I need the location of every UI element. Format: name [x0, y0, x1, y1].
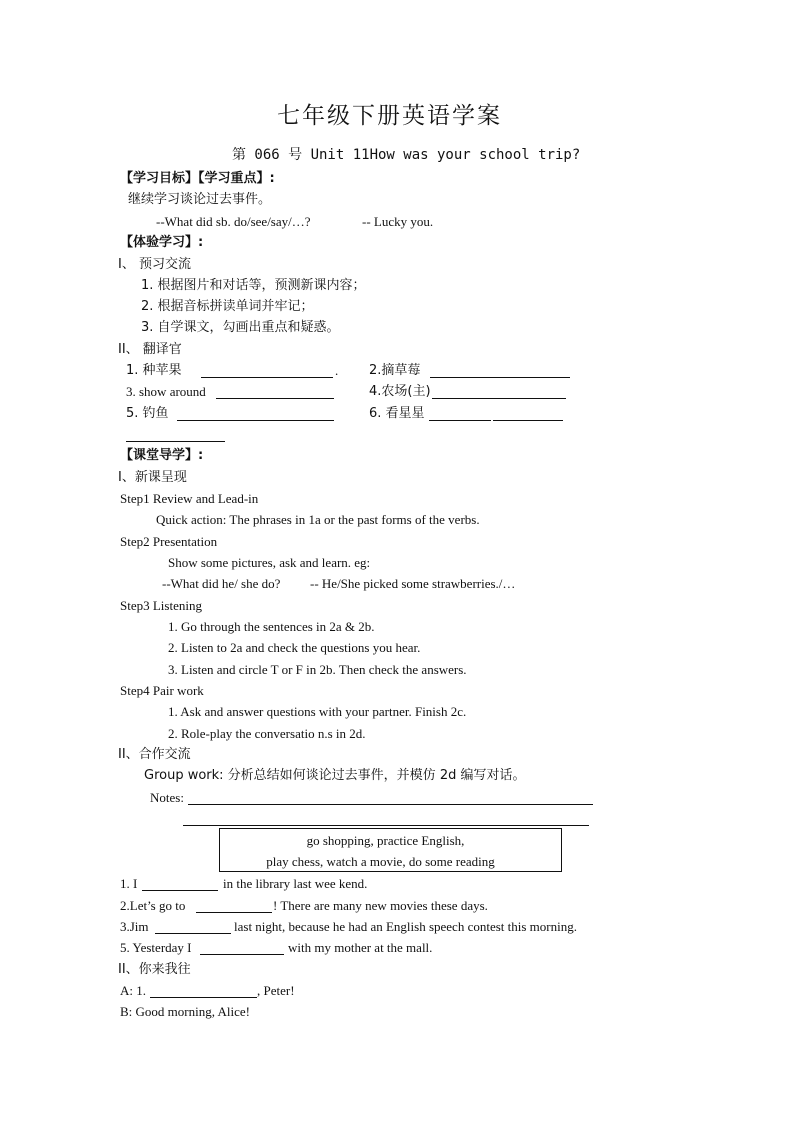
goals-heading: 【学习目标】【学习重点】:	[120, 171, 275, 186]
page-subtitle: 第 066 号 Unit 11How was your school trip?	[232, 147, 581, 163]
preview-heading: I、 预习交流	[118, 257, 191, 272]
step3-item: 1. Go through the sentences in 2a & 2b.	[168, 619, 375, 634]
page-title: 七年级下册英语学案	[277, 103, 502, 129]
answer-blank[interactable]	[429, 420, 491, 421]
step2-heading: Step2 Presentation	[120, 534, 218, 549]
fill-sentence-start: 3.Jim	[120, 919, 149, 934]
dialogue-a-label: A: 1.	[120, 983, 146, 998]
preview-item: 3. 自学课文，勾画出重点和疑惑。	[141, 320, 340, 335]
translate-item: 2.摘草莓	[369, 363, 421, 378]
fill-sentence-end: in the library last wee kend.	[223, 876, 368, 891]
fill-sentence-start: 1. I	[120, 876, 138, 891]
word-box-line: play chess, watch a movie, do some reading	[266, 854, 495, 869]
dialogue-heading: II、你来我往	[118, 962, 191, 977]
goals-line-2a: --What did sb. do/see/say/…?	[156, 214, 311, 229]
step2-answer: -- He/She picked some strawberries./…	[310, 576, 516, 591]
group-work-text: Group work: 分析总结如何谈论过去事件，并模仿 2d 编写对话。	[144, 768, 526, 783]
translate-item: 5. 钓鱼	[126, 406, 169, 421]
translate-heading: II、 翻译官	[118, 342, 182, 357]
goals-line-1: 继续学习谈论过去事件。	[128, 192, 272, 207]
fill-sentence-end: with my mother at the mall.	[288, 940, 433, 955]
dialogue-b-line: B: Good morning, Alice!	[120, 1004, 250, 1019]
notes-line[interactable]	[183, 825, 589, 826]
translate-item: 3. show around	[126, 384, 206, 399]
answer-blank[interactable]	[126, 441, 225, 442]
answer-blank[interactable]	[201, 377, 333, 378]
answer-blank[interactable]	[155, 933, 231, 934]
preview-item: 1. 根据图片和对话等，预测新课内容；	[141, 278, 366, 293]
trailing-period: .	[335, 363, 339, 378]
classroom-heading: 【课堂导学】:	[120, 448, 204, 463]
notes-line[interactable]	[188, 804, 593, 805]
step4-heading: Step4 Pair work	[120, 683, 204, 698]
answer-blank[interactable]	[196, 912, 272, 913]
translate-item: 6. 看星星	[369, 406, 425, 421]
preview-item: 2. 根据音标拼读单词并牢记；	[141, 299, 314, 314]
step1-text: Quick action: The phrases in 1a or the past forms of the verbs.	[156, 512, 480, 527]
dialogue-a-end: , Peter!	[257, 983, 295, 998]
answer-blank[interactable]	[432, 398, 566, 399]
translate-item: 4.农场(主)	[369, 384, 431, 399]
answer-blank[interactable]	[177, 420, 334, 421]
answer-blank[interactable]	[142, 890, 218, 891]
fill-sentence-start: 2.Let’s go to	[120, 898, 186, 913]
step2-text: Show some pictures, ask and learn. eg:	[168, 555, 371, 570]
answer-blank[interactable]	[200, 954, 284, 955]
answer-blank[interactable]	[493, 420, 563, 421]
answer-blank[interactable]	[150, 997, 257, 998]
fill-sentence-end: last night, because he had an English speech contest this morning.	[234, 919, 577, 934]
step3-heading: Step3 Listening	[120, 598, 202, 613]
step4-item: 1. Ask and answer questions with your partner. Finish 2c.	[168, 704, 467, 719]
word-box-line: go shopping, practice English,	[306, 833, 465, 848]
goals-line-2b: -- Lucky you.	[362, 214, 434, 229]
step4-item: 2. Role-play the conversatio n.s in 2d.	[168, 726, 366, 741]
word-box	[219, 828, 562, 872]
step2-question: --What did he/ she do?	[162, 576, 281, 591]
new-lesson-heading: I、新课呈现	[118, 470, 187, 485]
answer-blank[interactable]	[216, 398, 334, 399]
answer-blank[interactable]	[430, 377, 570, 378]
experience-heading: 【体验学习】:	[120, 235, 204, 250]
step1-heading: Step1 Review and Lead-in	[120, 491, 259, 506]
translate-item: 1. 种苹果	[126, 363, 182, 378]
fill-sentence-end: ! There are many new movies these days.	[273, 898, 488, 913]
notes-label: Notes:	[150, 790, 184, 805]
step3-item: 2. Listen to 2a and check the questions you hear.	[168, 640, 421, 655]
fill-sentence-start: 5. Yesterday I	[120, 940, 192, 955]
step3-item: 3. Listen and circle T or F in 2b. Then check the answers.	[168, 662, 467, 677]
cooperate-heading: II、合作交流	[118, 747, 191, 762]
